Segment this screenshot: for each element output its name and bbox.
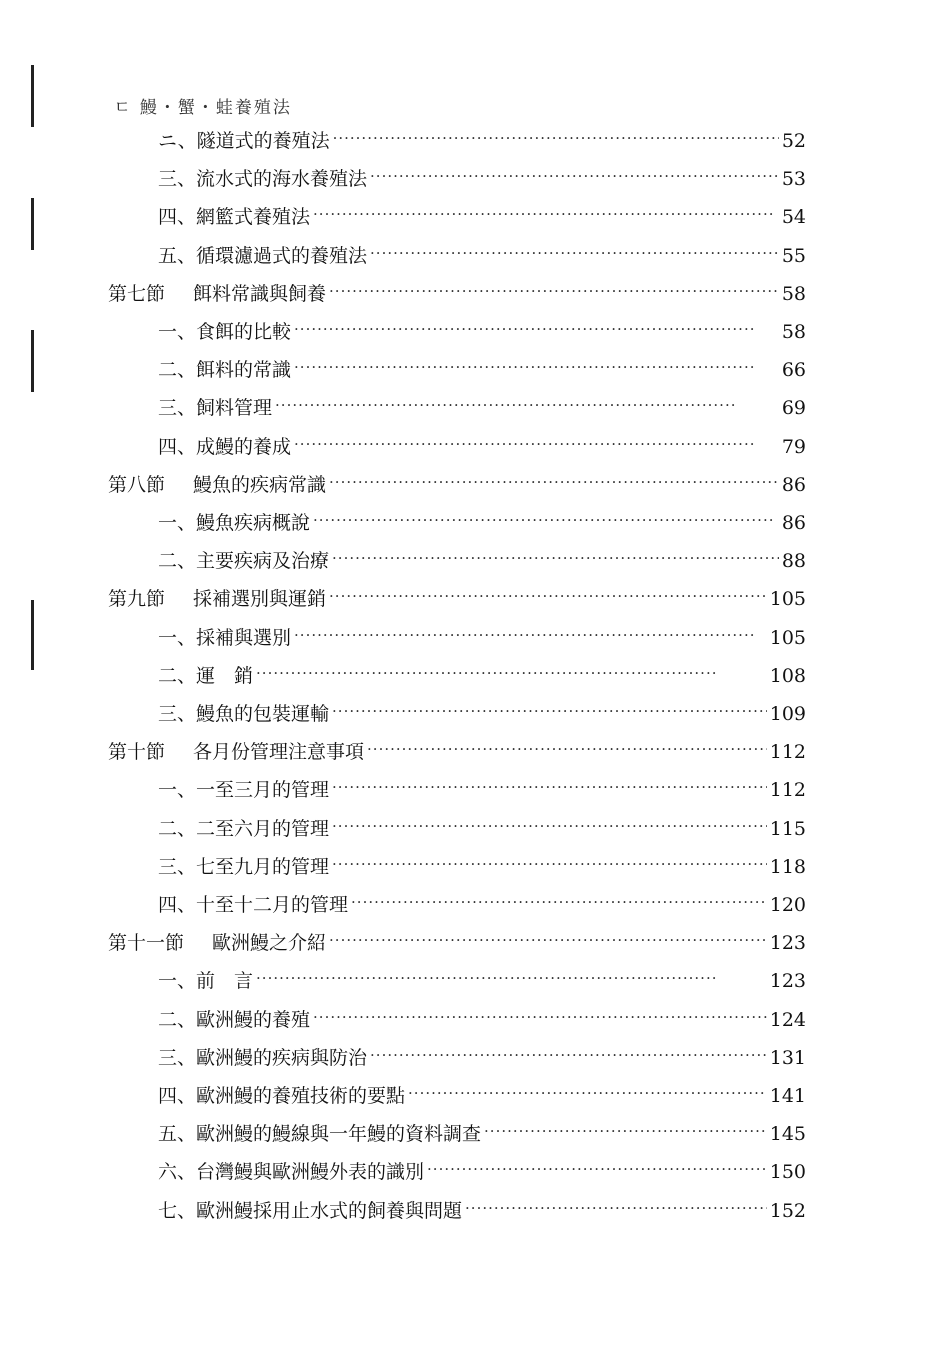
toc-section-entry: [108, 470, 806, 500]
dot-leader: [351, 887, 767, 917]
entry-number: 二、: [158, 1009, 197, 1031]
entry-number: 七、: [158, 1200, 197, 1222]
entry-number: 一、: [158, 321, 197, 343]
dot-leader: [332, 811, 767, 841]
toc-section-entry: [108, 737, 806, 767]
page-number: 123: [769, 932, 806, 954]
entry-title: 餌料的常識: [196, 359, 292, 381]
margin-rule-3: [31, 330, 34, 392]
entry-title: 歐洲鰻的鰻線與一年鰻的資料調查: [196, 1123, 482, 1145]
toc-item-entry: [158, 890, 806, 920]
entry-title: 歐洲鰻之介紹: [212, 932, 327, 954]
page-number: 152: [769, 1200, 806, 1222]
entry-number: 一、: [158, 512, 197, 534]
margin-rule-2: [31, 198, 34, 250]
toc-item-entry: [158, 355, 806, 385]
entry-title: 成鰻的養成: [196, 436, 292, 458]
page-number: 105: [769, 627, 806, 649]
entry-number: 三、: [158, 397, 197, 419]
entry-title: 主要疾病及治療: [196, 550, 330, 572]
dot-leader: [313, 199, 779, 229]
running-head: ㄷ 鰻・蟹・蛙養殖法: [114, 98, 292, 118]
page-number: 112: [769, 779, 806, 801]
page-number: 108: [769, 665, 806, 687]
entry-title: 採補選別與運銷: [193, 588, 327, 610]
entry-number: 四、: [158, 436, 197, 458]
toc-item-entry: [158, 126, 806, 156]
entry-number: 一、: [158, 970, 197, 992]
toc-item-entry: [158, 661, 806, 691]
toc-item-entry: [158, 1005, 806, 1035]
page-number: 105: [769, 588, 806, 610]
toc-item-entry: [158, 699, 806, 729]
page-number: 112: [769, 741, 806, 763]
entry-title: 七至九月的管理: [196, 856, 330, 878]
dot-leader: [256, 658, 767, 688]
entry-number: 二、: [158, 359, 197, 381]
page-number: 55: [781, 245, 806, 267]
dot-leader: [484, 1116, 767, 1146]
toc-item-entry: [158, 966, 806, 996]
dot-leader: [294, 352, 779, 382]
toc-item-entry: [158, 432, 806, 462]
page-number: 141: [769, 1085, 806, 1107]
page-number: 150: [769, 1161, 806, 1183]
page-number: 54: [781, 206, 806, 228]
toc-item-entry: [158, 1043, 806, 1073]
toc-item-entry: [158, 546, 806, 576]
page-number: 52: [781, 130, 806, 152]
entry-title: 採補與選別: [196, 627, 292, 649]
entry-title: 二至六月的管理: [196, 818, 330, 840]
page-number: 120: [769, 894, 806, 916]
page-number: 79: [781, 436, 806, 458]
entry-title: 歐洲鰻採用止水式的飼養與問題: [196, 1200, 463, 1222]
dot-leader: [427, 1154, 767, 1184]
toc-item-entry: [158, 1196, 806, 1226]
entry-number: 第九節: [108, 588, 166, 610]
dot-leader: [370, 238, 779, 268]
entry-title: 循環濾過式的養殖法: [196, 245, 368, 267]
dot-leader: [370, 161, 779, 191]
entry-title: 餌料常識與飼養: [193, 283, 327, 305]
dot-leader: [408, 1078, 767, 1108]
page-number: 53: [781, 168, 806, 190]
page-number: 124: [769, 1009, 806, 1031]
dot-leader: [332, 543, 779, 573]
entry-number: 二、: [158, 818, 197, 840]
toc-section-entry: [108, 584, 806, 614]
entry-number: 三、: [158, 168, 197, 190]
toc-item-entry: [158, 775, 806, 805]
entry-title: 前 言: [196, 970, 254, 992]
page-number: 115: [769, 818, 806, 840]
entry-number: 四、: [158, 894, 197, 916]
dot-leader: [332, 696, 767, 726]
entry-number: 五、: [158, 1123, 197, 1145]
toc-section-entry: [108, 279, 806, 309]
entry-title: 隧道式的養殖法: [196, 130, 330, 152]
entry-title: 網籃式養殖法: [196, 206, 311, 228]
dot-leader: [329, 467, 779, 497]
toc-item-entry: [158, 814, 806, 844]
dot-leader: [329, 925, 767, 955]
entry-title: 十至十二月的管理: [196, 894, 349, 916]
entry-number: 三、: [158, 703, 197, 725]
entry-title: 鰻魚的疾病常識: [193, 474, 327, 496]
dot-leader: [313, 505, 779, 535]
entry-number: ニ、: [158, 130, 197, 152]
entry-title: 鰻魚的包裝運輸: [196, 703, 330, 725]
toc-item-entry: [158, 317, 806, 347]
page-number: 123: [769, 970, 806, 992]
entry-number: 二、: [158, 550, 197, 572]
page-number: 66: [781, 359, 806, 381]
toc-item-entry: [158, 852, 806, 882]
entry-number: 三、: [158, 1047, 197, 1069]
dot-leader: [275, 390, 779, 420]
entry-number: 六、: [158, 1161, 197, 1183]
entry-number: 五、: [158, 245, 197, 267]
entry-title: 歐洲鰻的疾病與防治: [196, 1047, 368, 1069]
entry-title: 一至三月的管理: [196, 779, 330, 801]
entry-number: 二、: [158, 665, 197, 687]
page-number: 86: [781, 512, 806, 534]
page-number: 145: [769, 1123, 806, 1145]
entry-title: 飼料管理: [196, 397, 273, 419]
page-number: 131: [769, 1047, 806, 1069]
entry-title: 鰻魚疾病概說: [196, 512, 311, 534]
entry-number: 第八節: [108, 474, 166, 496]
dot-leader: [332, 849, 767, 879]
entry-number: 三、: [158, 856, 197, 878]
entry-title: 歐洲鰻的養殖: [196, 1009, 311, 1031]
dot-leader: [294, 314, 779, 344]
toc-item-entry: [158, 1081, 806, 1111]
dot-leader: [294, 620, 767, 650]
page-number: 88: [781, 550, 806, 572]
page-number: 58: [781, 283, 806, 305]
entry-number: 第十一節: [108, 932, 185, 954]
entry-number: 四、: [158, 1085, 197, 1107]
page-number: 86: [781, 474, 806, 496]
toc-section-entry: [108, 928, 806, 958]
toc-item-entry: [158, 623, 806, 653]
dot-leader: [333, 123, 779, 153]
toc-item-entry: [158, 164, 806, 194]
dot-leader: [313, 1002, 767, 1032]
dot-leader: [329, 276, 779, 306]
entry-title: 食餌的比較: [196, 321, 292, 343]
entry-title: 各月份管理注意事項: [193, 741, 365, 763]
margin-rule-4: [31, 600, 34, 670]
entry-title: 運 銷: [196, 665, 254, 687]
toc-item-entry: [158, 1157, 806, 1187]
page-number: 58: [781, 321, 806, 343]
entry-title: 歐洲鰻的養殖技術的要點: [196, 1085, 406, 1107]
entry-number: 一、: [158, 627, 197, 649]
page-number: 69: [781, 397, 806, 419]
dot-leader: [332, 772, 767, 802]
dot-leader: [329, 581, 767, 611]
entry-title: 流水式的海水養殖法: [196, 168, 368, 190]
entry-title: 台灣鰻與歐洲鰻外表的識別: [196, 1161, 425, 1183]
entry-number: 第七節: [108, 283, 166, 305]
page-number: 118: [769, 856, 806, 878]
page-number: 109: [769, 703, 806, 725]
toc-item-entry: [158, 202, 806, 232]
toc-item-entry: [158, 393, 806, 423]
dot-leader: [465, 1193, 767, 1223]
entry-number: 第十節: [108, 741, 166, 763]
dot-leader: [256, 963, 767, 993]
dot-leader: [367, 734, 767, 764]
dot-leader: [370, 1040, 767, 1070]
entry-number: 一、: [158, 779, 197, 801]
toc-item-entry: [158, 1119, 806, 1149]
toc-item-entry: [158, 241, 806, 271]
dot-leader: [294, 429, 779, 459]
toc-item-entry: [158, 508, 806, 538]
margin-rule-1: [31, 65, 34, 127]
entry-number: 四、: [158, 206, 197, 228]
